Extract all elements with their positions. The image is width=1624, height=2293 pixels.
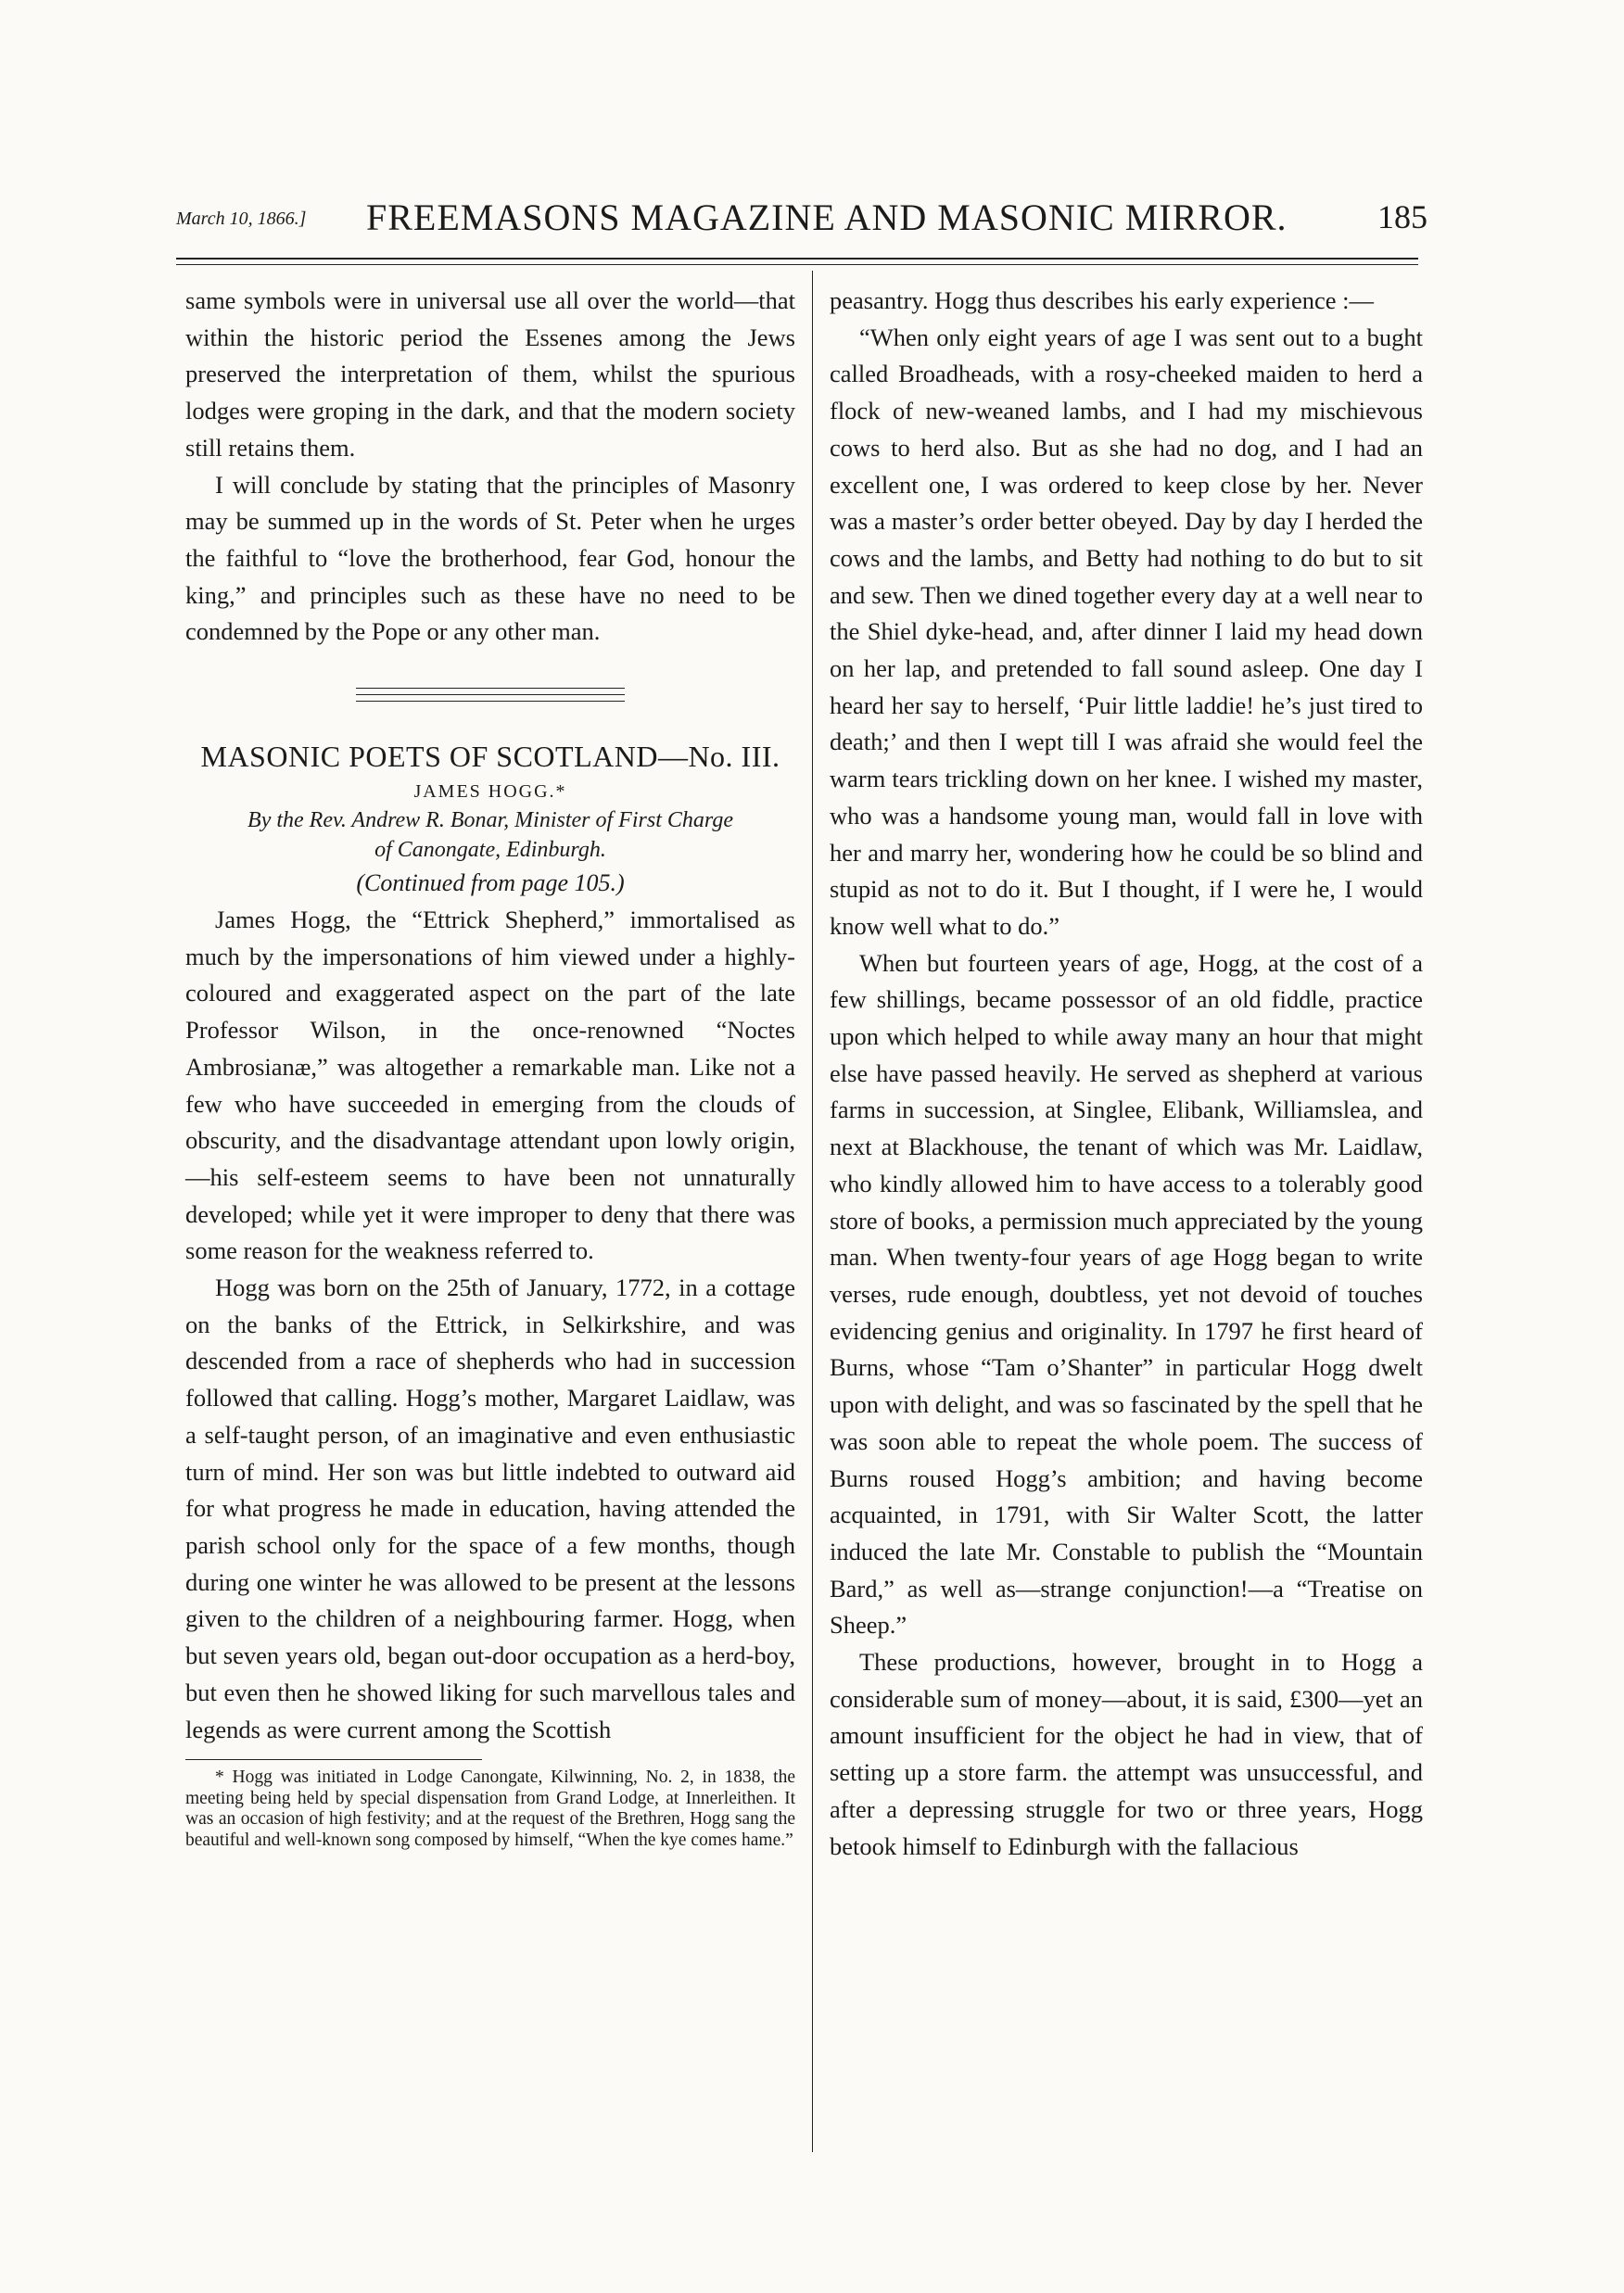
- concluding-paragraph: I will conclude by stating that the principles of Masonry may be summed up in the words of St. Peter when he urges the faithful to “love the brotherhood, fear God, honour the king,” and principles such as these have no need to be condemned by the Pope or any other man.: [185, 470, 795, 646]
- right-column: [830, 283, 1423, 1865]
- article-title: MASONIC POETS OF SCOTLAND—No. III.: [200, 740, 780, 774]
- running-header: [176, 190, 1437, 246]
- left-column: [185, 283, 795, 1851]
- header-rule: [176, 258, 1418, 260]
- magazine-title: FREEMASONS MAGAZINE AND MASONIC MIRROR.: [366, 196, 1288, 238]
- article-subtitle: JAMES HOGG.*: [413, 781, 567, 803]
- header-rule-thin: [176, 264, 1418, 265]
- column-divider: [812, 271, 813, 2152]
- issue-date: March 10, 1866.]: [176, 209, 307, 229]
- byline-continued: of Canongate, Edinburgh.: [374, 838, 606, 863]
- footnote-rule: [185, 1759, 482, 1760]
- body-paragraph: When but fourteen years of age, Hogg, at the cost of a few shillings, became possessor of an old fiddle, practice upon which helped to while away many an hour that might else have passed heavily. He served as shepherd at various farms in succession, at Singlee, Elibank, Williamslea, and next at Blackhouse, the tenant of which was Mr. Laidlaw, who kindly allowed him to have access to a tolerably good store of books, a permission much appreciated by the young man. When twenty-four years of age Hogg began to write verses, rude enough, doubtless, yet not devoid of touches evidencing genius and originality. In 1797 he first heard of Burns, whose “Tam o’Shanter” in particular Hogg dwelt upon with delight, and was so fascinated by the spell that he was soon able to repeat the whole poem. The success of Burns roused Hogg’s ambition; and having become acquainted, in 1791, with Sir Walter Scott, the latter induced the late Mr. Constable to publish the “Mountain Bard,” as well as—strange conjunction!—a “Treatise on Sheep.”: [830, 948, 1423, 1640]
- body-paragraph: James Hogg, the “Ettrick Shepherd,” immortalised as much by the impersonations of him viewed under a highly-coloured and exaggerated aspect on the part of the late Professor Wilson, in the once-renowned “Noctes Ambrosianæ,” was altogether a remarkable man. Like not a few who have succeeded in emerging from the clouds of obscurity, and the disadvantage attendant upon lowly origin,—his self-esteem seems to have been not unnaturally developed; while yet it were improper to deny that there was some reason for the weakness referred to.: [185, 906, 795, 1265]
- continued-from-note: (Continued from page 105.): [356, 869, 625, 897]
- footnote: * Hogg was initiated in Lodge Canongate, Kilwinning, No. 2, in 1838, the meeting being held by special dispensation from Grand Lodge, at Innerleithen. It was an occasion of high festivity; and at the request of the Brethren, Hogg sang the beautiful and well-known song composed by himself, “When the kye comes hame.”: [185, 1767, 795, 1850]
- body-paragraph: peasantry. Hogg thus describes his early experience :—: [830, 286, 1374, 314]
- byline: By the Rev. Andrew R. Bonar, Minister of First Charge: [247, 808, 733, 833]
- body-paragraph: Hogg was born on the 25th of January, 1772, in a cottage on the banks of the Ettrick, in Selkirkshire, and was descended from a race of shepherds who had in succession followed that calling. Hogg’s mother, Margaret Laidlaw, was a self-taught person, of an imaginative and even enthusiastic turn of mind. Her son was but little indebted to outward aid for what progress he made in education, having attended the parish school only for the space of a few months, though during one winter he was allowed to be present at the lessons given to the children of a neighbouring farmer. Hogg, when but seven years old, began out-door occupation as a herd-boy, but even then he showed liking for such marvellous tales and legends as were current among the Scottish: [185, 1273, 795, 1743]
- body-paragraph: These productions, however, brought in to Hogg a considerable sum of money—about, it is said, £300—yet an amount insufficient for the object he had in view, that of setting up a store farm. the attempt was unsuccessful, and after a depressing struggle for two or three years, Hogg betook himself to Edinburgh with the fallacious: [830, 1648, 1423, 1860]
- section-divider: [356, 688, 625, 702]
- page-number: 185: [1377, 198, 1427, 235]
- continued-paragraph: same symbols were in universal use all over the world—that within the historic period the Essenes among the Jews preserved the interpretation of them, whilst the spurious lodges were groping in the dark, and that the modern society still retains them.: [185, 286, 795, 462]
- quoted-passage: “When only eight years of age I was sent out to a bught called Broadheads, with a rosy-cheeked maiden to herd a flock of new-weaned lambs, and I had my mischievous cows to herd also. But as she had no dog, and I had an excellent one, I was ordered to keep close by her. Never was a master’s order better obeyed. Day by day I herded the cows and the lambs, and Betty had nothing to do but to sit and sew. Then we dined together every day at a well near to the Shiel dyke-head, and, after dinner I laid my head down on her lap, and pretended to fall sound asleep. One day I heard her say to herself, ‘Puir little laddie! he’s just tired to death;’ and then I wept till I was afraid she would feel the warm tears trickling down on her knee. I wished my master, who was a handsome young man, would fall in love with her and marry her, wondering how he could be so blind and stupid as not to do it. But I thought, if I were he, I would know well what to do.”: [830, 323, 1423, 940]
